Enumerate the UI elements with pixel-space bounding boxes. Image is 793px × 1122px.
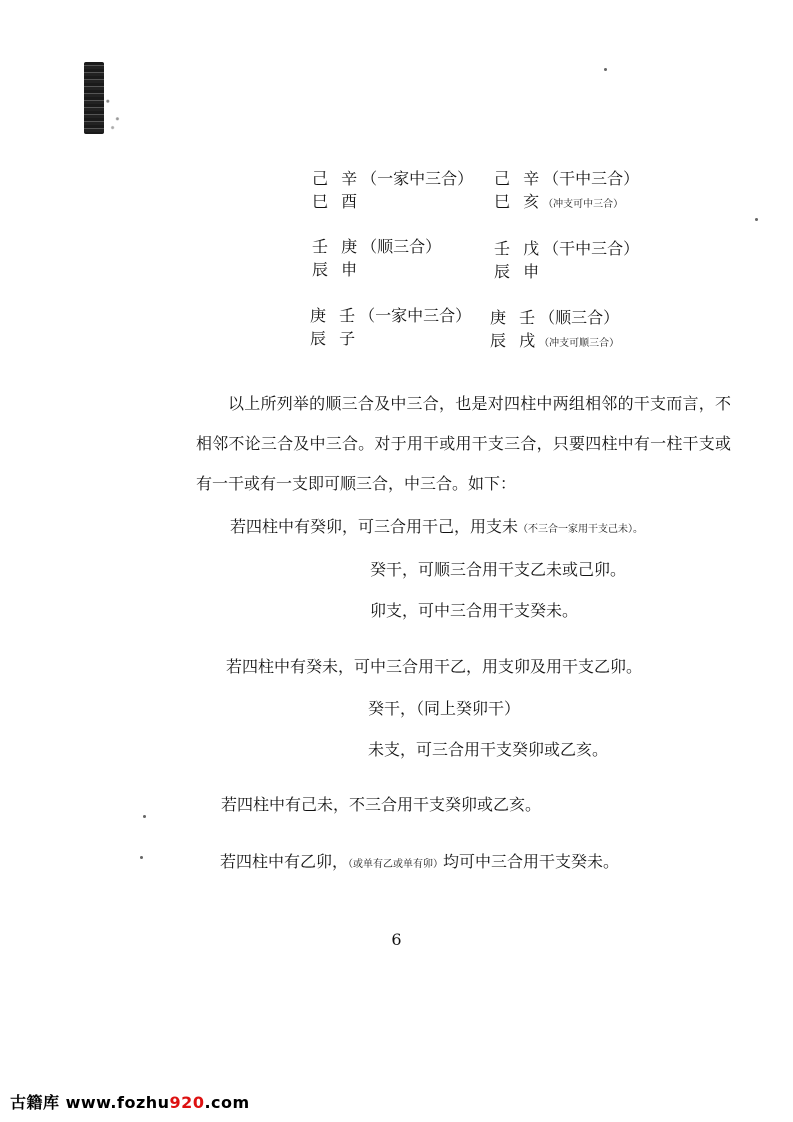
rule-item: [230, 514, 643, 537]
rule-item: 癸干，可顺三合用干支乙未或己卯。: [370, 560, 627, 579]
branch-pair: 巳 亥: [494, 192, 544, 211]
pair-note: （一家中三合）: [361, 169, 474, 188]
branch-pair: 辰 申: [494, 262, 544, 281]
page-number: 6: [391, 930, 402, 949]
pair-note: （干中三合）: [543, 239, 640, 258]
body-paragraph: [196, 384, 731, 504]
branch-pair: 辰 申: [312, 260, 362, 279]
example-pair: [494, 167, 639, 216]
rule-item: [220, 849, 619, 872]
site-name: 古籍库: [10, 1093, 60, 1112]
scan-speck: [140, 856, 143, 859]
stem-pair: 壬 庚: [312, 237, 362, 256]
rule-note: （或单有乙或单有卯）: [348, 859, 444, 870]
pair-note: （干中三合）: [543, 169, 640, 188]
stem-pair: 庚 壬: [310, 306, 360, 325]
example-pair: [490, 306, 619, 355]
rule-note: （不三合一家用干支己未）。: [518, 524, 644, 535]
branch-pair: 辰 子: [310, 329, 360, 348]
pair-note: （一家中三合）: [359, 306, 472, 325]
scan-speck: [604, 68, 607, 71]
rule-item: 未支，可三合用干支癸卯或乙亥。: [368, 740, 609, 759]
rule-item: 若四柱中有己未，不三合用干支癸卯或乙亥。: [221, 795, 542, 814]
example-pair: [310, 304, 471, 350]
scan-noise: [103, 88, 127, 132]
site-url: www.fozhu920.com: [65, 1093, 250, 1112]
pair-note: （顺三合）: [539, 308, 620, 327]
branch-note: （冲支可中三合）: [543, 199, 624, 210]
rule-item: 癸干，（同上癸卯干）: [368, 699, 521, 718]
scan-speck: [143, 815, 146, 818]
example-pair: [494, 237, 639, 283]
rule-item: 若四柱中有癸未，可中三合用干乙，用支卯及用干支乙卯。: [226, 657, 643, 676]
scan-edge-artifact: [84, 62, 104, 134]
stem-pair: 庚 壬: [490, 308, 540, 327]
example-pair: [312, 167, 473, 213]
example-pair: [312, 235, 441, 281]
pair-note: （顺三合）: [361, 237, 442, 256]
watermark-footer: [10, 1090, 250, 1113]
stem-pair: 己 辛: [494, 169, 544, 188]
rule-text: 均可中三合用干支癸未。: [443, 852, 620, 871]
branch-pair: 巳 酉: [312, 192, 362, 211]
stem-pair: 己 辛: [312, 169, 362, 188]
rule-text: 若四柱中有癸卯，可三合用干己，用支未: [230, 517, 519, 536]
paragraph-text: 以上所列举的顺三合及中三合，也是对四柱中两组相邻的干支而言，不相邻不论三合及中三合。对于用干或用干支三合，只要四柱中有一柱干支或有一干或有一支即可顺三合，中三合。如下：: [196, 394, 731, 493]
branch-note: （冲支可顺三合）: [539, 338, 620, 349]
rule-item: 卯支，可中三合用干支癸未。: [370, 601, 579, 620]
stem-pair: 壬 戊: [494, 239, 544, 258]
rule-text: 若四柱中有乙卯，: [220, 852, 349, 871]
scan-speck: [755, 218, 758, 221]
branch-pair: 辰 戌: [490, 331, 540, 350]
